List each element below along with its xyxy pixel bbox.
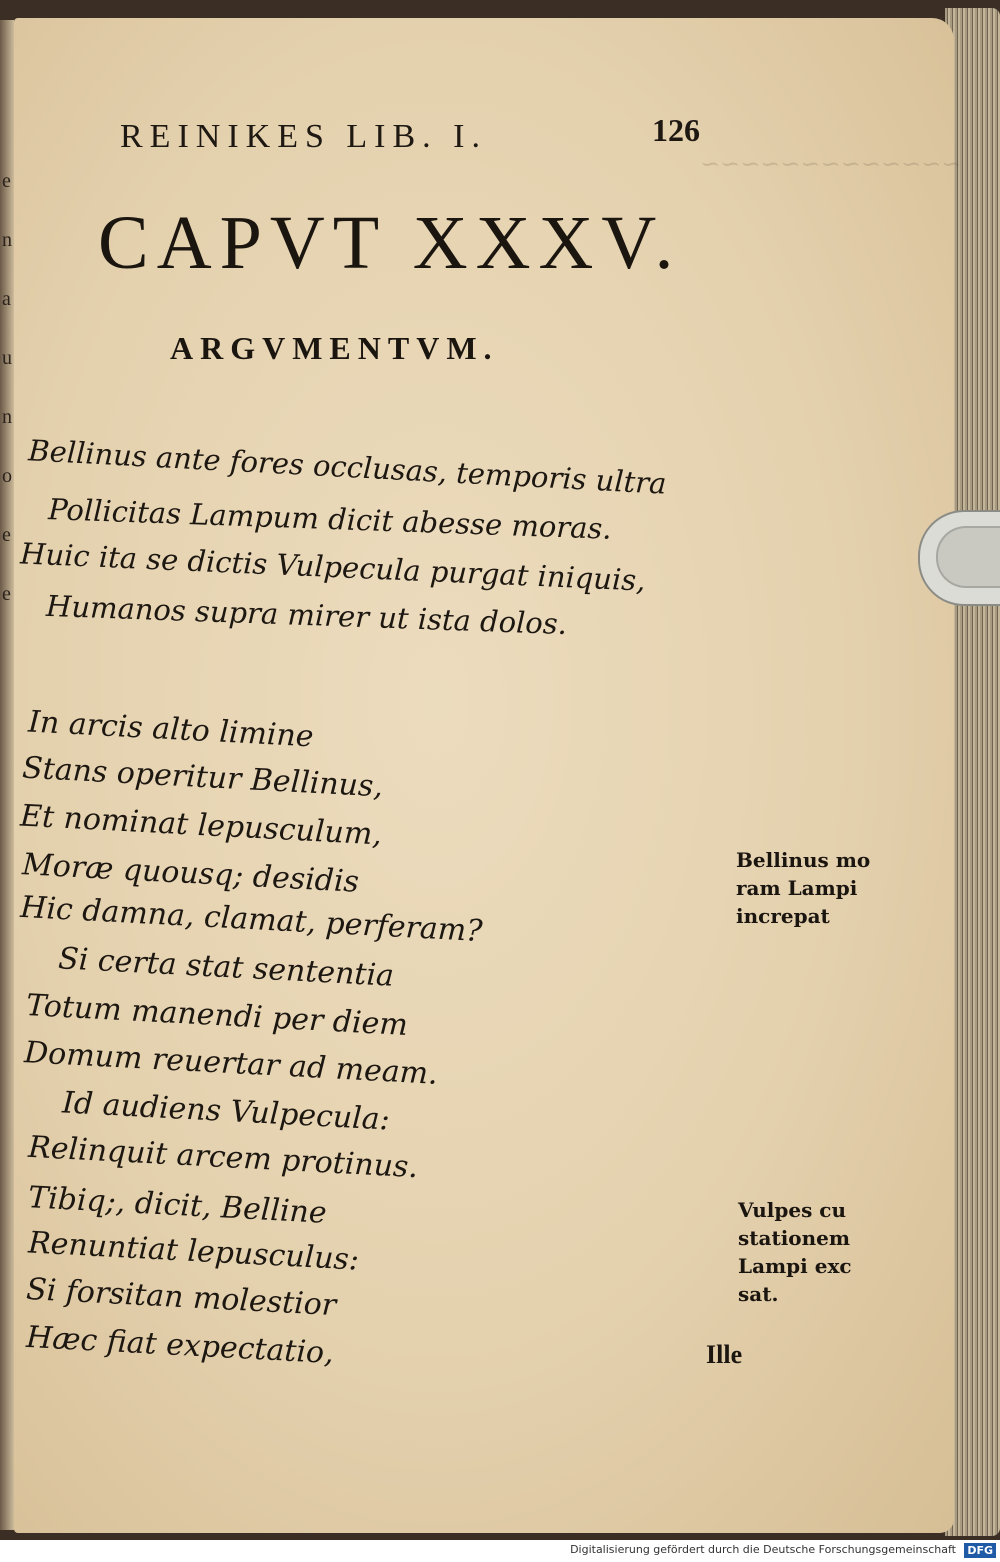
verse-line: Id audiens Vulpecula: [61, 1085, 391, 1138]
verse-line: In arcis alto limine [27, 704, 315, 755]
verse-line: Si certa stat sententia [57, 941, 395, 994]
argument-line: Humanos supra mirer ut ista dolos. [45, 588, 568, 642]
show-through-texture: ~~~~~~~~~~~~~ [700, 150, 962, 178]
footer-credit: Digitalisierung gefördert durch die Deutsche Forschungsgemeinschaft [570, 1543, 956, 1556]
margin-note-line: increpat [736, 904, 830, 928]
previous-page-edge [0, 20, 14, 1530]
margin-note-line: Lampi exc [738, 1254, 852, 1278]
margin-note-line: ram Lampi [736, 876, 858, 900]
verse-line: Domum reuertar ad meam. [23, 1035, 439, 1092]
verse-line: Stans operitur Bellinus, [21, 750, 384, 805]
footer-bar [0, 1540, 1000, 1562]
catchword: Ille [706, 1340, 743, 1369]
argument-line: Pollicitas Lampum dicit abesse moras. [47, 492, 613, 546]
page-number: 126 [652, 112, 700, 148]
running-title: REINIKES LIB. I. [120, 118, 487, 155]
verse-line: Hic damna, clamat, perferam? [19, 889, 484, 950]
previous-page-fragments: e n a u n o e e [2, 170, 12, 605]
margin-note [738, 1196, 852, 1308]
argument-heading: ARGVMENTVM. [170, 330, 499, 366]
verse-line: Totum manendi per diem [25, 988, 409, 1043]
verse-line: Renuntiat lepusculus: [27, 1225, 360, 1278]
page-clip-inner [936, 526, 1000, 588]
verse-line: Tibiq;, dicit, Belline [27, 1180, 328, 1231]
margin-note-line: sat. [738, 1282, 779, 1306]
argument-line: Huic ita se dictis Vulpecula purgat iniquis, [19, 536, 647, 598]
verse-line: Et nominat lepusculum, [19, 798, 383, 853]
chapter-title: CAPVT XXXV. [98, 201, 682, 285]
dfg-logo: DFG [964, 1543, 996, 1558]
margin-note [736, 846, 870, 930]
verse-line: Moræ quousq; desidis [21, 847, 360, 900]
margin-note-line: Vulpes cu [738, 1198, 847, 1222]
margin-note-line: Bellinus mo [736, 848, 871, 872]
verse-line: Relinquit arcem protinus. [27, 1129, 419, 1186]
margin-note-line: stationem [738, 1226, 851, 1250]
verse-line: Hæc fiat expectatio, [25, 1319, 335, 1372]
verse-line: Si forsitan molestior [25, 1271, 338, 1324]
argument-line: Bellinus ante fores occlusas, temporis ultra [27, 433, 668, 501]
